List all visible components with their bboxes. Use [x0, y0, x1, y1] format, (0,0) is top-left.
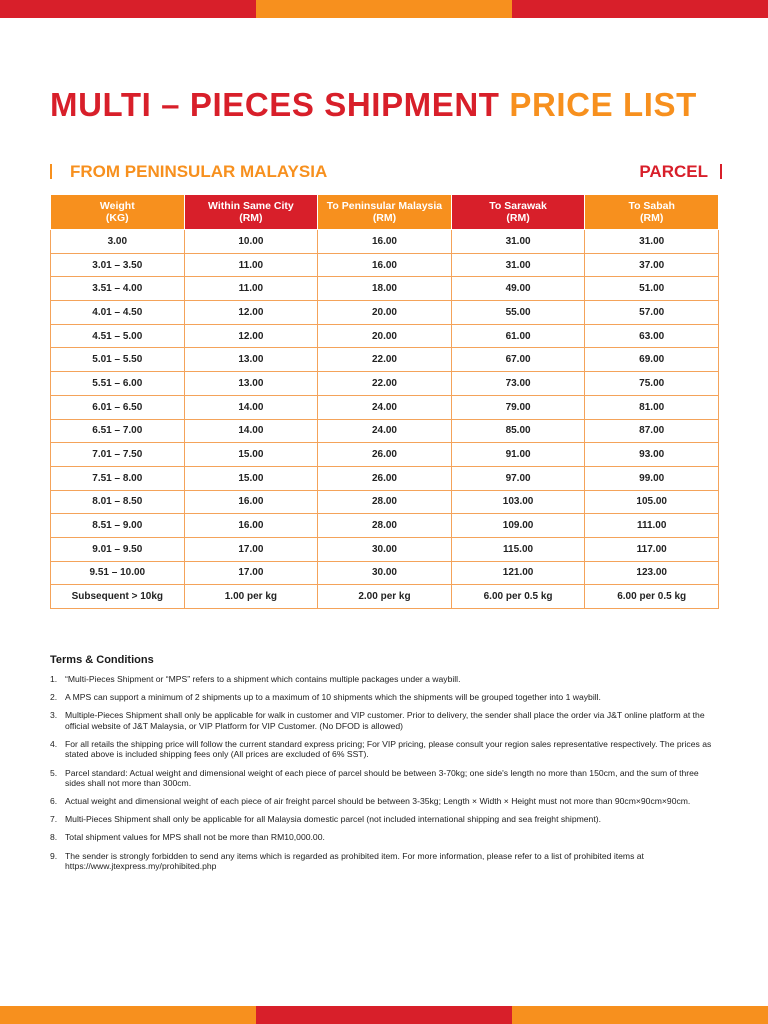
terms-item-number: 3. [50, 710, 58, 721]
terms-item [50, 796, 720, 807]
cell-peninsular: 20.00 [318, 301, 452, 325]
page-title [50, 86, 697, 124]
price-table-body [51, 230, 719, 609]
page-title-part1: MULTI – PIECES SHIPMENT [50, 86, 500, 123]
terms-item-text: Actual weight and dimensional weight of each piece of air freight parcel should be between 3-35kg; Length × Width × Height must not more than 90cm×90cm×90cm. [65, 796, 691, 807]
cell-sarawak: 91.00 [451, 443, 585, 467]
cell-sarawak: 73.00 [451, 372, 585, 396]
terms-item-text: Multiple-Pieces Shipment shall only be applicable for walk in customer and VIP customer. Prior to delivery, the sender shall place the order via J&T online platform at the official website of J&T Malaysia, or VIP Platform for VIP Customer. (No DFOD is allowed) [65, 710, 705, 731]
table-header-row [51, 195, 719, 230]
table-row [51, 324, 719, 348]
cell-weight: 8.51 – 9.00 [51, 514, 185, 538]
cell-same-city: 13.00 [184, 372, 318, 396]
cell-peninsular: 24.00 [318, 395, 452, 419]
cell-same-city: 16.00 [184, 490, 318, 514]
cell-peninsular: 26.00 [318, 443, 452, 467]
terms-item [50, 692, 720, 703]
cell-peninsular: 24.00 [318, 419, 452, 443]
cell-weight: 5.01 – 5.50 [51, 348, 185, 372]
cell-same-city: 11.00 [184, 277, 318, 301]
cell-peninsular: 16.00 [318, 230, 452, 254]
cell-sabah: 31.00 [585, 230, 719, 254]
table-row [51, 348, 719, 372]
cell-weight: 7.01 – 7.50 [51, 443, 185, 467]
top-band-red-right [512, 0, 768, 18]
table-row [51, 253, 719, 277]
terms-item-text: Multi-Pieces Shipment shall only be applicable for all Malaysia domestic parcel (not included international shipping and sea freight shipment). [65, 814, 601, 825]
cell-weight: 6.01 – 6.50 [51, 395, 185, 419]
terms-item [50, 739, 720, 760]
bottom-band-orange-right [512, 1006, 768, 1024]
cell-weight: 3.01 – 3.50 [51, 253, 185, 277]
cell-weight: 3.00 [51, 230, 185, 254]
cell-same-city: 1.00 per kg [184, 585, 318, 609]
cell-same-city: 15.00 [184, 443, 318, 467]
cell-sarawak: 97.00 [451, 466, 585, 490]
bottom-band-red [256, 1006, 512, 1024]
cell-peninsular: 26.00 [318, 466, 452, 490]
terms-item-number: 4. [50, 738, 58, 749]
divider-bar-right [720, 164, 722, 179]
cell-sabah: 111.00 [585, 514, 719, 538]
table-row [51, 230, 719, 254]
price-table [50, 194, 719, 609]
cell-sarawak: 6.00 per 0.5 kg [451, 585, 585, 609]
table-row [51, 443, 719, 467]
cell-weight: 6.51 – 7.00 [51, 419, 185, 443]
cell-sarawak: 61.00 [451, 324, 585, 348]
cell-peninsular: 16.00 [318, 253, 452, 277]
cell-peninsular: 2.00 per kg [318, 585, 452, 609]
cell-sabah: 75.00 [585, 372, 719, 396]
cell-peninsular: 30.00 [318, 561, 452, 585]
cell-weight: 9.01 – 9.50 [51, 537, 185, 561]
top-color-band [0, 0, 768, 18]
bottom-color-band [0, 1006, 768, 1024]
cell-same-city: 16.00 [184, 514, 318, 538]
cell-sarawak: 109.00 [451, 514, 585, 538]
terms-section [50, 654, 720, 879]
terms-item-number: 6. [50, 796, 58, 807]
table-row [51, 466, 719, 490]
cell-same-city: 15.00 [184, 466, 318, 490]
terms-item-text: The sender is strongly forbidden to send any items which is regarded as prohibited item. For more information, please refer to a list of prohibited items at https://www.jtexpress.my/prohibited.php [65, 850, 644, 872]
terms-item [50, 832, 720, 843]
terms-item-number: 9. [50, 850, 58, 861]
terms-item-text: “Multi-Pieces Shipment or “MPS” refers to a shipment which contains multiple packages under a waybill. [65, 674, 461, 684]
cell-sabah: 63.00 [585, 324, 719, 348]
cell-same-city: 17.00 [184, 561, 318, 585]
table-row [51, 301, 719, 325]
cell-peninsular: 22.00 [318, 348, 452, 372]
table-row [51, 395, 719, 419]
table-row [51, 561, 719, 585]
header-sarawak: To Sarawak (RM) [451, 195, 585, 230]
cell-same-city: 10.00 [184, 230, 318, 254]
terms-heading: Terms & Conditions [50, 654, 154, 666]
cell-weight: 4.01 – 4.50 [51, 301, 185, 325]
terms-item [50, 851, 720, 872]
cell-sabah: 105.00 [585, 490, 719, 514]
cell-sabah: 6.00 per 0.5 kg [585, 585, 719, 609]
cell-sabah: 69.00 [585, 348, 719, 372]
cell-sabah: 93.00 [585, 443, 719, 467]
cell-peninsular: 28.00 [318, 490, 452, 514]
terms-item [50, 768, 720, 789]
cell-sarawak: 85.00 [451, 419, 585, 443]
terms-item-number: 5. [50, 767, 58, 778]
cell-same-city: 13.00 [184, 348, 318, 372]
cell-same-city: 14.00 [184, 395, 318, 419]
top-band-orange [256, 0, 512, 18]
cell-weight: 7.51 – 8.00 [51, 466, 185, 490]
cell-sarawak: 121.00 [451, 561, 585, 585]
cell-same-city: 14.00 [184, 419, 318, 443]
cell-sabah: 51.00 [585, 277, 719, 301]
cell-peninsular: 30.00 [318, 537, 452, 561]
terms-item-text: Total shipment values for MPS shall not be more than RM10,000.00. [65, 832, 325, 843]
cell-weight: 4.51 – 5.00 [51, 324, 185, 348]
cell-peninsular: 28.00 [318, 514, 452, 538]
terms-item-text: Parcel standard: Actual weight and dimensional weight of each piece of parcel should be between 3-70kg; one side's length no more than 150cm, and the sum of three sides shall not more than 300cm. [65, 767, 699, 789]
cell-sarawak: 55.00 [451, 301, 585, 325]
table-row [51, 277, 719, 301]
cell-weight: 5.51 – 6.00 [51, 372, 185, 396]
cell-same-city: 17.00 [184, 537, 318, 561]
terms-item-text: For all retails the shipping price will follow the current standard express pricing; For VIP pricing, please consult your region sales representative respectively. The prices as stated above is included shipping fees only (All prices are excluded of 6% SST). [65, 738, 712, 760]
terms-item-number: 7. [50, 814, 58, 825]
terms-item-number: 1. [50, 674, 58, 684]
header-weight: Weight (KG) [51, 195, 185, 230]
cell-sabah: 123.00 [585, 561, 719, 585]
cell-weight: Subsequent > 10kg [51, 585, 185, 609]
cell-sarawak: 31.00 [451, 230, 585, 254]
terms-item-text: A MPS can support a minimum of 2 shipments up to a maximum of 10 shipments which the shipments will be grouped together into 1 waybill. [65, 692, 601, 703]
subheading-origin [50, 160, 327, 184]
table-row [51, 537, 719, 561]
cell-weight: 3.51 – 4.00 [51, 277, 185, 301]
cell-peninsular: 22.00 [318, 372, 452, 396]
subheading-type [639, 160, 722, 184]
bottom-band-orange-left [0, 1006, 256, 1024]
cell-sabah: 87.00 [585, 419, 719, 443]
cell-sabah: 117.00 [585, 537, 719, 561]
table-row [51, 372, 719, 396]
cell-sarawak: 115.00 [451, 537, 585, 561]
cell-sarawak: 103.00 [451, 490, 585, 514]
cell-sarawak: 49.00 [451, 277, 585, 301]
terms-item [50, 674, 720, 685]
cell-sarawak: 31.00 [451, 253, 585, 277]
cell-same-city: 12.00 [184, 301, 318, 325]
cell-sabah: 81.00 [585, 395, 719, 419]
cell-weight: 8.01 – 8.50 [51, 490, 185, 514]
table-row [51, 514, 719, 538]
subheading-type-text: PARCEL [639, 162, 708, 181]
header-peninsular: To Peninsular Malaysia (RM) [318, 195, 452, 230]
page-title-part2: PRICE LIST [509, 86, 697, 123]
cell-sarawak: 67.00 [451, 348, 585, 372]
terms-item-number: 2. [50, 692, 58, 703]
cell-sabah: 37.00 [585, 253, 719, 277]
subheading-origin-text: FROM PENINSULAR MALAYSIA [70, 162, 328, 181]
cell-peninsular: 18.00 [318, 277, 452, 301]
terms-item-number: 8. [50, 832, 58, 843]
cell-weight: 9.51 – 10.00 [51, 561, 185, 585]
terms-list [50, 674, 720, 872]
terms-item [50, 814, 720, 825]
cell-peninsular: 20.00 [318, 324, 452, 348]
table-row [51, 585, 719, 609]
header-same-city: Within Same City (RM) [184, 195, 318, 230]
top-band-red-left [0, 0, 256, 18]
table-row [51, 490, 719, 514]
header-sabah: To Sabah (RM) [585, 195, 719, 230]
cell-sabah: 99.00 [585, 466, 719, 490]
cell-same-city: 11.00 [184, 253, 318, 277]
divider-bar-left [50, 164, 52, 179]
table-row [51, 419, 719, 443]
terms-item [50, 710, 720, 731]
cell-sarawak: 79.00 [451, 395, 585, 419]
cell-sabah: 57.00 [585, 301, 719, 325]
cell-same-city: 12.00 [184, 324, 318, 348]
